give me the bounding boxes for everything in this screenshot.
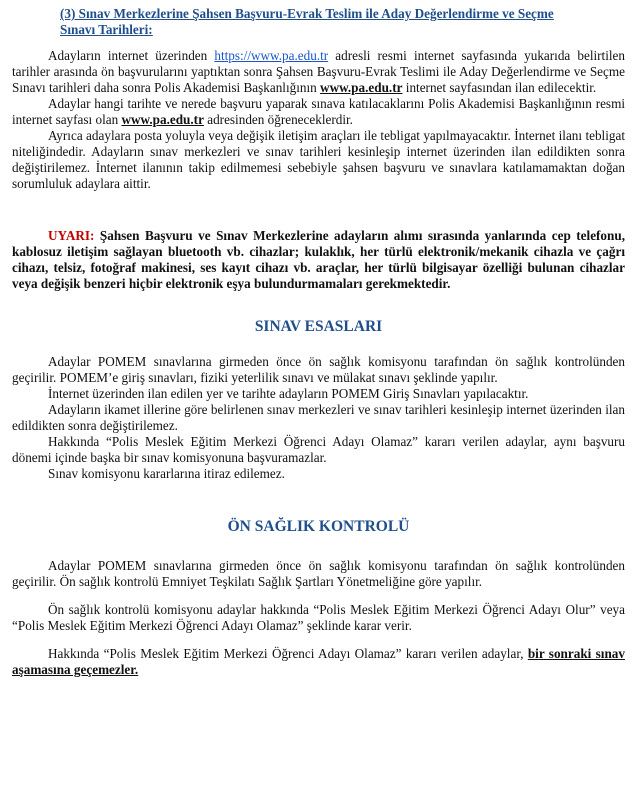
section-3-paragraph-1: Adayların internet üzerinden https://www.pa.edu.tr adresli resmi internet sayfasında yukarıda belirtilen tarihler arasında ön başvurularını yaptıktan sonra Şahsen Başvuru-Evrak Teslimi ile Aday Değerlendirme ve Seçme Sınavı tarihleri daha sonra Polis Akademisi Başkanlığının www.pa.edu.tr internet sayfasından ilan edilecektir. [12, 48, 625, 95]
section-3-heading-line2: Sınavı Tarihleri: [60, 22, 153, 37]
warning-label: UYARI: [48, 228, 95, 243]
on-saglik-title: ÖN SAĞLIK KONTROLÜ [227, 518, 410, 535]
sinav-esaslari-paragraph-1: Adaylar POMEM sınavlarına girmeden önce ön sağlık komisyonu tarafından ön sağlık kontrolünden geçirilir. POMEM’e giriş sınavları, fiziki yeterlilik sınavı ve mülakat sınavı şeklinde yapılır. [12, 354, 625, 385]
sinav-esaslari-paragraph-3: Adayların ikamet illerine göre belirlenen sınav merkezleri ve sınav tarihleri kesinleşip internet üzerinden ilan edildikten sonra değiştirilemez. [12, 402, 625, 433]
on-saglik-emphasis: bir sonraki sınav aşamasına geçemezler. [12, 646, 625, 677]
sinav-esaslari-title: SINAV ESASLARI [254, 318, 383, 335]
pa-edu-bold-ref-1: www.pa.edu.tr [320, 80, 403, 95]
on-saglik-paragraph-1: Adaylar POMEM sınavlarına girmeden önce ön sağlık komisyonu tarafından ön sağlık kontrolünden geçirilir. Ön sağlık kontrolü Emniyet Teşkilatı Sağlık Şartları Yönetmeliğine göre yapılır. [12, 558, 625, 589]
on-saglik-paragraph-2: Ön sağlık kontrolü komisyonu adaylar hakkında “Polis Meslek Eğitim Merkezi Öğrenci Adayı Olur” veya “Polis Meslek Eğitim Merkezi Öğrenci Adayı Olamaz” şeklinde karar verir. [12, 602, 625, 633]
pa-edu-bold-ref-2: www.pa.edu.tr [121, 112, 204, 127]
pa-edu-link[interactable]: https://www.pa.edu.tr [214, 48, 329, 63]
section-3-paragraph-3: Ayrıca adaylara posta yoluyla veya değişik iletişim araçları ile tebligat yapılmayacaktır. İnternet ilanı tebligat niteliğindedir. Adayların sınav merkezleri ve sınav tarihleri kesinleşip internet üzerinden ilan edildikten sonra değiştirilemez. İnternet ilanının takip edilmemesi sebebiyle şahsen başvuru ve sınavlara katılamamaktan doğan sorumluluk adaylara aittir. [12, 128, 625, 191]
section-3-heading [12, 6, 625, 38]
on-saglik-paragraph-3: Hakkında “Polis Meslek Eğitim Merkezi Öğrenci Adayı Olamaz” kararı verilen adaylar, bir sonraki sınav aşamasına geçemezler. [12, 646, 625, 677]
sinav-esaslari-paragraph-4: Hakkında “Polis Meslek Eğitim Merkezi Öğrenci Adayı Olamaz” kararı verilen adaylar, aynı başvuru dönemi içinde başka bir sınav komisyonuna başvuramazlar. [12, 434, 625, 465]
document-page [12, 0, 625, 678]
sinav-esaslari-paragraph-5: Sınav komisyonu kararlarına itiraz edilemez. [48, 466, 285, 481]
section-3-paragraph-2: Adaylar hangi tarihte ve nerede başvuru yaparak sınava katılacaklarını Polis Akademisi Başkanlığının resmi internet sayfası olan www.pa.edu.tr adresinden öğreneceklerdir. [12, 96, 625, 127]
section-3-heading-line1: (3) Sınav Merkezlerine Şahsen Başvuru-Evrak Teslim ile Aday Değerlendirme ve Seçme [60, 6, 554, 21]
warning-text: Şahsen Başvuru ve Sınav Merkezlerine adayların alımı sırasında yanlarında cep telefonu, kablosuz iletişim sağlayan bluetooth vb. cihazlar; kulaklık, her türlü elektronik/mekanik cihazla ve çağrı cihazı, telsiz, fotoğraf makinesi, ses kayıt cihazı vb. araçlar, her türlü bilgisayar özelliği bulunan cihazlar veya değişik benzeri hiçbir elektronik eşya bulundurmamaları gerekmektedir. [12, 228, 625, 291]
warning-paragraph [12, 228, 625, 292]
sinav-esaslari-paragraph-2: İnternet üzerinden ilan edilen yer ve tarihte adayların POMEM Giriş Sınavları yapılacaktır. [48, 386, 529, 401]
